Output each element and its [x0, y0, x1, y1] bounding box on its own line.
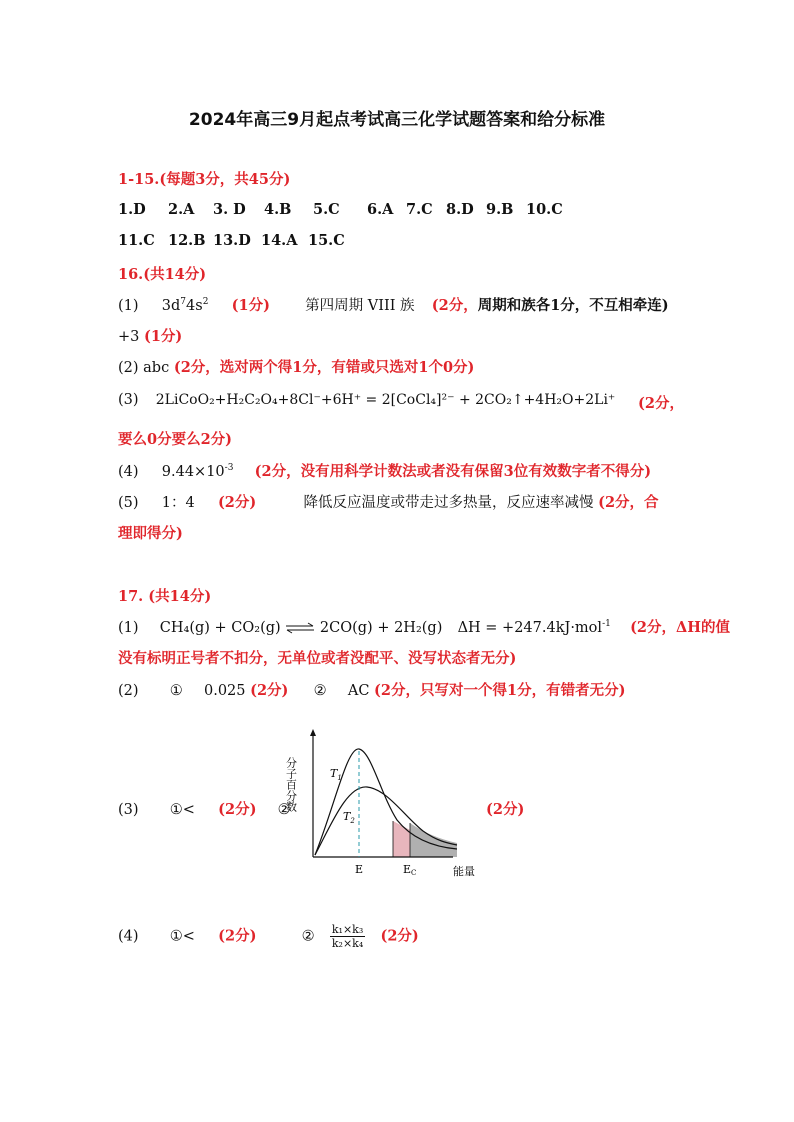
q17-1-enthalpy: ΔH = +247.4kJ·mol$^{-1}$	[457, 619, 611, 636]
q17-3-line	[118, 798, 291, 819]
q17-1-line	[118, 616, 730, 637]
q17-header: 17. (共14分)	[118, 588, 212, 605]
page-title: 2024年高三9月起点考试高三化学试题答案和给分标准	[188, 110, 606, 130]
mc-answer-7: 7.C	[406, 201, 433, 218]
mc-answer-5: 5.C	[313, 201, 340, 218]
q17-1-score-cont: 没有标明正号者不扣分，无单位或者没配平、没写状态者无分)	[118, 650, 517, 667]
q17-1-score: (2分，ΔH的值	[630, 619, 730, 636]
q16-1-line2	[118, 325, 182, 346]
q17-4-fraction	[330, 923, 365, 950]
q16-3-equation: 2LiCoO₂+H₂C₂O₄+8Cl⁻+6H⁺ = 2[CoCl₄]²⁻ + 2CO₂↑+4H₂O+2Li⁺	[155, 392, 616, 408]
q17-2-answer2: AC	[347, 683, 370, 699]
mc-answer-11: 11.C	[118, 232, 155, 249]
q16-5-score2-cont: 理即得分)	[118, 525, 183, 542]
q16-1-period: 第四周期 VIII 族	[305, 298, 415, 314]
q16-4-answer: $9.44\times 10^{-3}$	[161, 463, 234, 480]
mc-header: 1-15.(每题3分，共45分)	[118, 171, 291, 188]
q17-1-num: (1)	[118, 620, 139, 636]
q16-5-answer: 1：4	[161, 495, 195, 511]
q17-4-score2: (2分)	[380, 927, 419, 945]
q17-4-circle2: ②	[301, 928, 315, 945]
q17-3-answer1: ①<	[169, 802, 195, 818]
q16-1-line	[118, 294, 669, 315]
shaded-region-t2	[410, 823, 457, 857]
q16-1-score: (1分)	[231, 297, 270, 314]
mc-answer-13: 13.D	[213, 232, 251, 249]
q16-4-line	[118, 460, 651, 481]
q17-3-num: (3)	[118, 802, 139, 818]
t1-label: $T_1$	[330, 767, 342, 782]
q16-1-valence: +3	[118, 329, 140, 345]
q16-1-config: $3d^74s^2$	[161, 297, 209, 314]
q17-2-circle2: ②	[313, 683, 327, 699]
q17-3-score1: (2分)	[218, 801, 257, 818]
mc-answer-1: 1.D	[118, 201, 146, 218]
mc-answer-10: 10.C	[526, 201, 563, 218]
q17-3-score2: (2分)	[486, 801, 525, 818]
q16-5-reason: 降低反应温度或带走过多热量，反应速率减慢	[303, 495, 594, 511]
q17-1-eq-left: CH₄(g) + CO₂(g)	[159, 620, 281, 636]
q17-2-score2: (2分，只写对一个得1分，有错者无分)	[374, 682, 626, 699]
x-axis-label: 能量	[453, 865, 475, 878]
q17-3-circle2: ②	[277, 802, 291, 818]
y-axis-label: 分子百分数	[285, 757, 298, 812]
q17-2-score1: (2分)	[250, 682, 289, 699]
mc-answer-12: 12.B	[168, 232, 206, 249]
ec-label: EC	[403, 863, 417, 877]
q16-5-line	[118, 491, 659, 512]
mc-answer-9: 9.B	[486, 201, 514, 218]
q16-3-num: (3)	[118, 392, 139, 408]
mc-answer-2: 2.A	[168, 201, 195, 218]
fraction-numerator: k₁×k₃	[331, 923, 364, 936]
q17-2-line	[118, 679, 625, 700]
energy-distribution-graph	[285, 725, 485, 880]
q16-1-num: (1)	[118, 298, 139, 314]
q16-2-num: (2)	[118, 360, 139, 376]
q16-5-score1: (2分)	[217, 494, 257, 511]
q16-2-line	[118, 356, 474, 377]
q17-2-num: (2)	[118, 683, 139, 699]
shaded-region-t1	[393, 821, 410, 857]
equilibrium-arrow-icon	[285, 622, 315, 634]
q16-2-score: (2分，选对两个得1分，有错或只选对1个0分)	[173, 359, 475, 376]
q17-2-answer1: 0.025	[203, 683, 246, 699]
q16-3-line	[118, 392, 615, 408]
q17-4-answer1: ①<	[169, 928, 195, 945]
q16-1-score2: (2分，	[431, 297, 478, 314]
q17-4-score1: (2分)	[218, 927, 257, 945]
q16-5-num: (5)	[118, 495, 139, 511]
mc-answer-3: 3. D	[213, 201, 246, 218]
y-axis-arrow-icon	[310, 729, 316, 736]
q16-3-score-cont: 要么0分要么2分)	[118, 431, 233, 448]
q16-1-score2-note: 周期和族各1分，不互相牵连)	[477, 297, 669, 314]
q16-4-num: (4)	[118, 464, 139, 480]
q16-3-score: (2分，	[638, 395, 684, 412]
q16-2-answer: abc	[143, 360, 170, 376]
q16-1-score3: (1分)	[143, 328, 183, 345]
q16-4-score: (2分，没有用科学计数法或者没有保留3位有效数字者不得分)	[254, 463, 652, 480]
fraction-denominator: k₂×k₄	[331, 937, 364, 950]
q17-1-eq-right: 2CO(g) + 2H₂(g)	[319, 620, 443, 636]
t2-label: $T_2$	[343, 810, 355, 825]
e-label: E	[355, 863, 364, 876]
q17-4-num: (4)	[118, 928, 139, 945]
mc-answer-15: 15.C	[308, 232, 345, 249]
mc-answer-14: 14.A	[261, 232, 298, 249]
q17-4-line	[118, 923, 419, 950]
mc-answer-8: 8.D	[446, 201, 474, 218]
q16-5-score2: (2分，合	[598, 494, 659, 511]
mc-answer-4: 4.B	[264, 201, 292, 218]
q16-header: 16.(共14分)	[118, 266, 207, 283]
q17-2-circle1: ①	[169, 683, 183, 699]
mc-answer-6: 6.A	[367, 201, 394, 218]
